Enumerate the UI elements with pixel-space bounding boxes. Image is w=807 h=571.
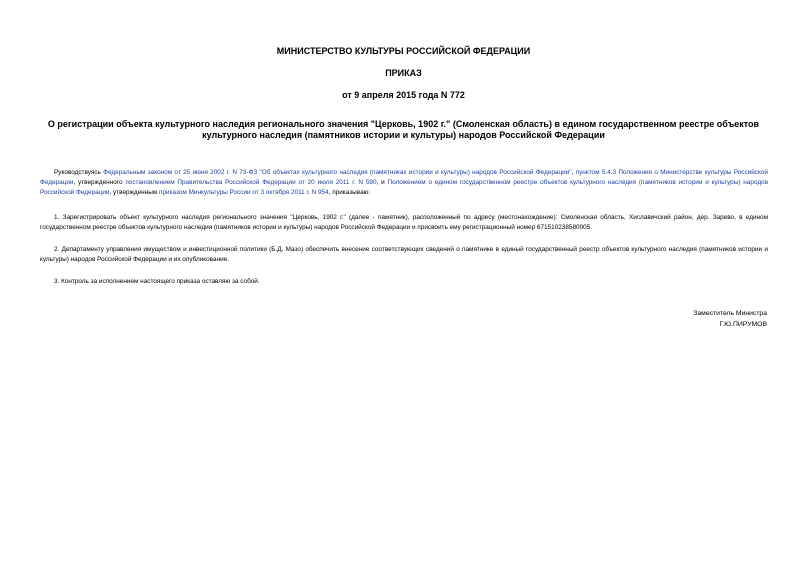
preamble-text: , утвержденным (109, 189, 159, 196)
preamble-text: , и (376, 179, 388, 186)
preamble-text: Руководствуясь (54, 169, 104, 176)
preamble-paragraph (40, 168, 768, 198)
signature-name: Г.Ю.ПИРУМОВ (719, 321, 767, 328)
federal-law-link[interactable]: Федеральным законом от 25 июня 2002 г. N 73-ФЗ "Об объектах культурного наследия (памятниках истории и культуры) народов Российской Федерации" (103, 169, 572, 176)
date-number-heading: от 9 апреля 2015 года N 772 (342, 90, 465, 100)
item-paragraph-3: 3. Контроль за исполнением настоящего приказа оставляю за собой. (54, 278, 260, 285)
ministry-heading: МИНИСТЕРСТВО КУЛЬТУРЫ РОССИЙСКОЙ ФЕДЕРАЦИИ (276, 46, 531, 56)
government-decree-link[interactable]: постановлением Правительства Российской Федерации от 20 июля 2011 г. N 590 (125, 179, 377, 186)
item-paragraph-1: 1. Зарегистрировать объект культурного наследия регионального значения "Церковь, 1902 г." (далее - памятник), расположенный по адресу (местонахождение): Смоленская область, Хиславичский район, дер. Зарево, в едином государственном реестре объектов культурного наследия (памятников истории и культуры) народов Российской Федерации и присвоить ему регистрационный номер 671510238580005. (40, 214, 768, 231)
preamble-text: , (571, 169, 576, 176)
registry-regulation-link[interactable]: Положением о едином государственном реестре объектов культурного наследия (памятников истории и культуры) народов Российской Федерации (40, 179, 768, 196)
preamble-text: , приказываю: (328, 189, 371, 196)
preamble-text: , утвержденного (73, 179, 126, 186)
regulation-point-link[interactable]: пунктом 5.4.3 Положения о Министерстве культуры Российской Федерации (40, 169, 768, 186)
item-paragraph-2: 2. Департаменту управления имуществом и инвестиционной политики (Б.Д. Мазо) обеспечить внесение соответствующих сведений о памятнике в единый государственный реестр объектов культурного наследия (памятников истории и культуры) народов Российской Федерации и их опубликование. (40, 246, 768, 263)
document-title: О регистрации объекта культурного наследия регионального значения "Церковь, 1902 г." (Смоленская область) в едином государственном реестре объектов культурного наследия (памятников истории и культуры) народов Российской Федерации (47, 119, 760, 140)
ministry-order-link[interactable]: приказом Минкультуры России от 3 октября 2011 г. N 954 (158, 189, 329, 196)
signature-position: Заместитель Министра (693, 310, 767, 317)
doc-type-heading: ПРИКАЗ (385, 68, 422, 78)
